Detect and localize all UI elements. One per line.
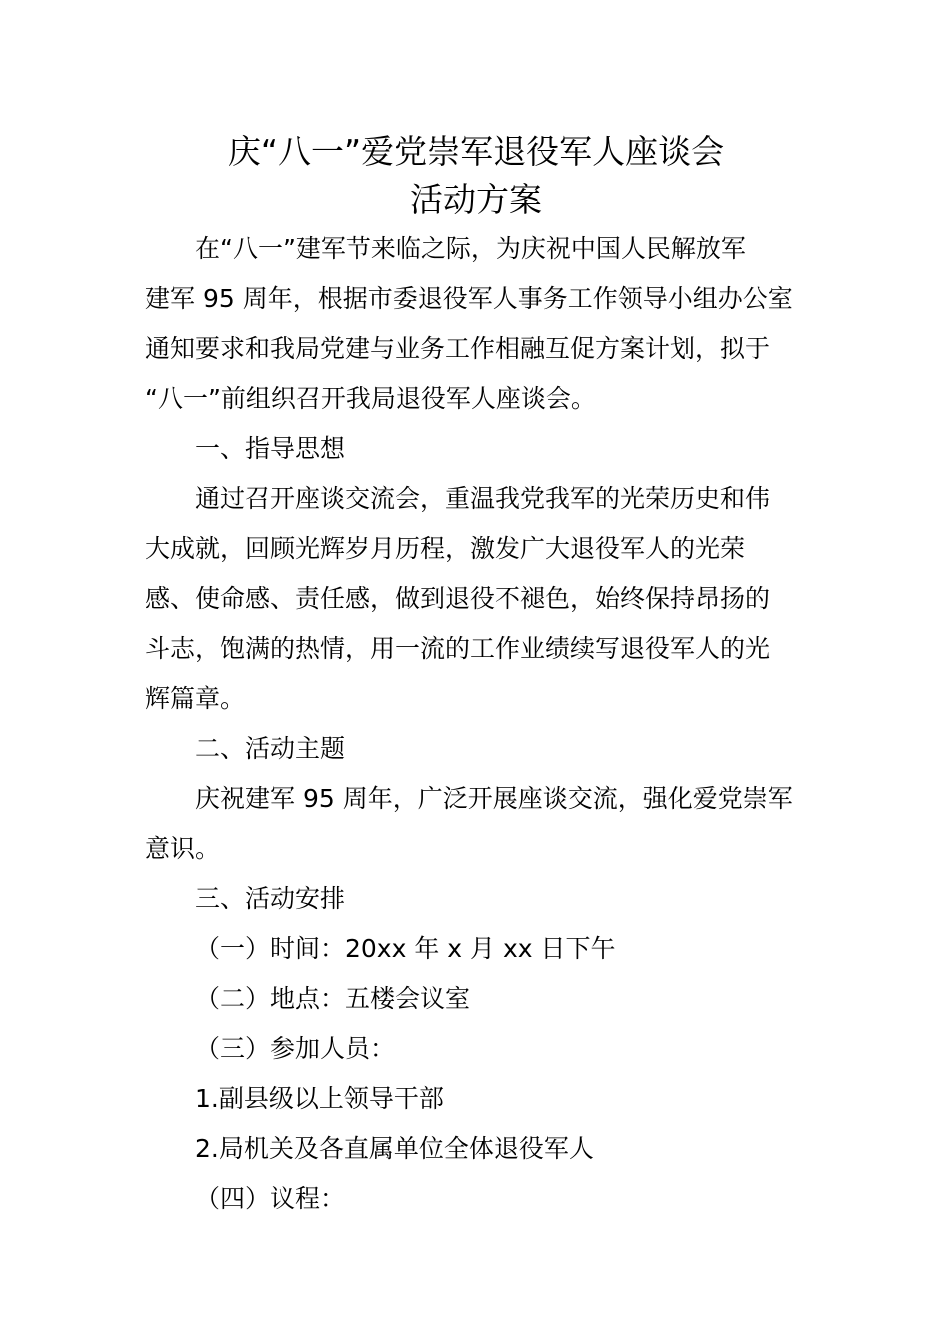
intro-paragraph — [145, 224, 807, 424]
section-3-heading-text: 三、活动安排 — [195, 884, 346, 913]
section-1-heading-text: 一、指导思想 — [195, 434, 346, 463]
agenda-item — [145, 1174, 807, 1224]
section-3-heading — [145, 874, 807, 924]
section-2-heading — [145, 724, 807, 774]
section-1-heading — [145, 424, 807, 474]
time-item-text: （一）时间：20xx 年 x 月 xx 日下午 — [195, 934, 616, 963]
participant-1 — [145, 1074, 807, 1124]
participant-1-text: 1.副县级以上领导干部 — [195, 1084, 444, 1113]
section-2-heading-text: 二、活动主题 — [195, 734, 346, 763]
place-item — [145, 974, 807, 1024]
section-2-line: 意识。 — [145, 834, 221, 863]
section-1-line: 辉篇章。 — [145, 684, 246, 713]
participant-2-text: 2.局机关及各直属单位全体退役军人 — [195, 1134, 594, 1163]
title-line-2: 活动方案 — [410, 180, 542, 219]
section-1-line: 通过召开座谈交流会，重温我党我军的光荣历史和伟 — [195, 484, 771, 513]
section-1-line: 斗志，饱满的热情，用一流的工作业绩续写退役军人的光 — [145, 634, 771, 663]
time-item — [145, 924, 807, 974]
participant-2 — [145, 1124, 807, 1174]
section-2-line: 庆祝建军 95 周年，广泛开展座谈交流，强化爱党崇军 — [195, 784, 793, 813]
place-item-text: （二）地点：五楼会议室 — [195, 984, 471, 1013]
intro-line: “八一”前组织召开我局退役军人座谈会。 — [145, 384, 596, 413]
document-title — [145, 128, 807, 224]
participants-item — [145, 1024, 807, 1074]
section-1-body — [145, 474, 807, 724]
document-content — [145, 128, 807, 1224]
intro-line: 在“八一”建军节来临之际，为庆祝中国人民解放军 — [195, 234, 746, 263]
participants-item-text: （三）参加人员： — [195, 1034, 396, 1063]
intro-line: 建军 95 周年，根据市委退役军人事务工作领导小组办公室 — [145, 284, 793, 313]
section-1-line: 感、使命感、责任感，做到退役不褪色，始终保持昂扬的 — [145, 584, 771, 613]
intro-line: 通知要求和我局党建与业务工作相融互促方案计划，拟于 — [145, 334, 771, 363]
section-2-body — [145, 774, 807, 874]
title-line-1: 庆“八一”爱党崇军退役军人座谈会 — [227, 132, 725, 171]
agenda-item-text: （四）议程： — [195, 1184, 346, 1213]
section-1-line: 大成就，回顾光辉岁月历程，激发广大退役军人的光荣 — [145, 534, 746, 563]
